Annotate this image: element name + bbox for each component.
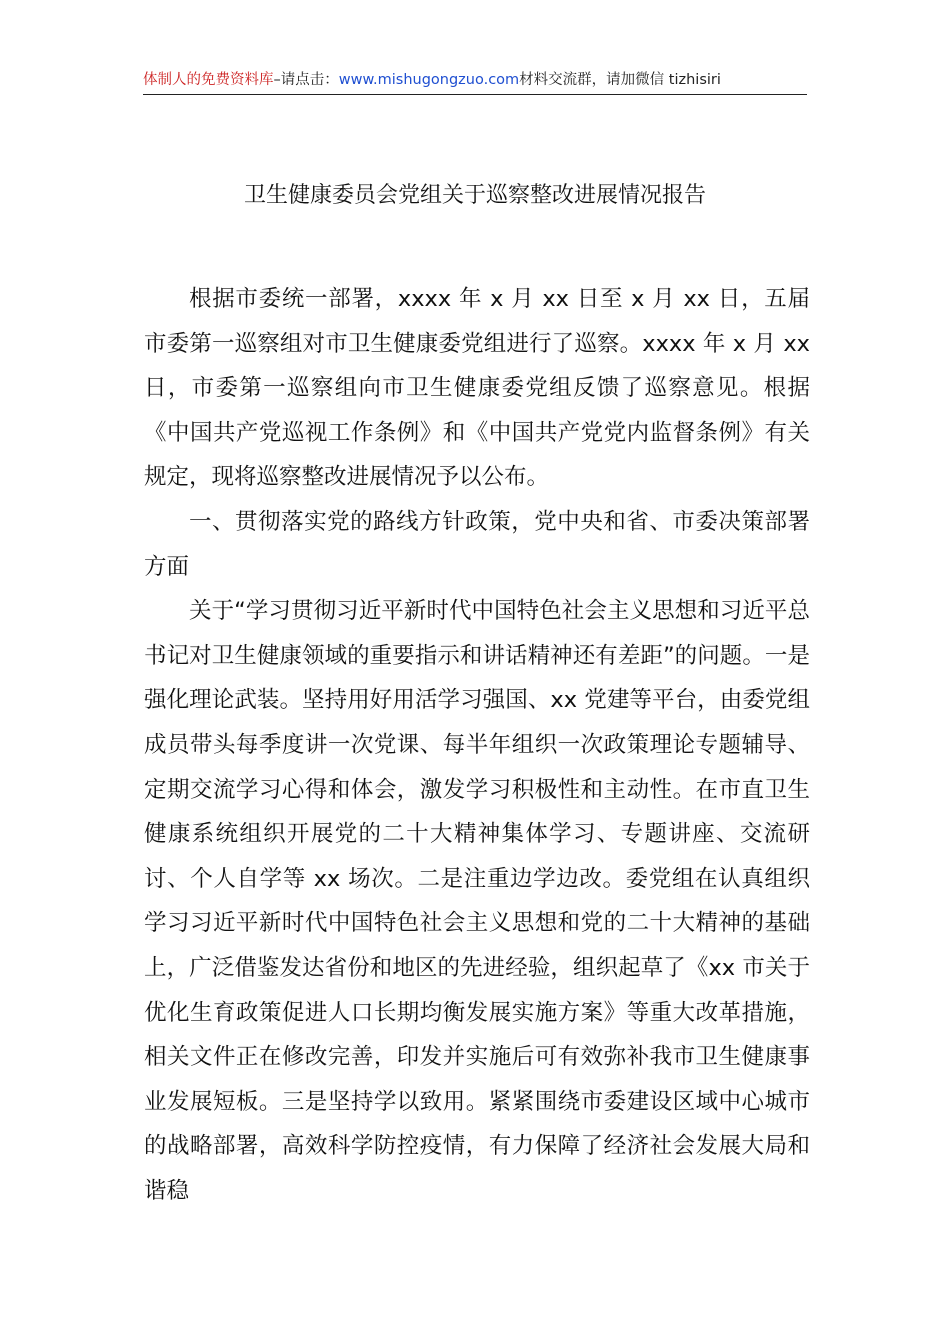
header-separator: –请点击：	[273, 72, 339, 88]
paragraph-rectification: 关于“学习贯彻习近平新时代中国特色社会主义思想和习近平总书记对卫生健康领域的重要指示和讲话精神还有差距”的问题。一是强化理论武装。坚持用好用活学习强国、xx 党建等平台，由委党组成员带头每季度讲一次党课、每半年组织一次政策理论专题辅导、定期交流学习心得和体会，激发学习积极性和主动性。在市直卫生健康系统组织开展党的二十大精神集体学习、专题讲座、交流研讨、个人自学等 xx 场次。二是注重边学边改。委党组在认真组织学习习近平新时代中国特色社会主义思想和党的二十大精神的基础上，广泛借鉴发达省份和地区的先进经验，组织起草了《xx 市关于优化生育政策促进人口长期均衡发展实施方案》等重大改革措施，相关文件正在修改完善，印发并实施后可有效弥补我市卫生健康事业发展短板。三是坚持学以致用。紧紧围绕市委建设区域中心城市的战略部署，高效科学防控疫情，有力保障了经济社会发展大局和谐稳	[144, 598, 810, 1204]
document-body	[144, 277, 810, 1213]
paragraph-intro: 根据市委统一部署，xxxx 年 x 月 xx 日至 x 月 xx 日，五届市委第一巡察组对市卫生健康委党组进行了巡察。xxxx 年 x 月 xx 日，市委第一巡察组向市卫生健康委党组反馈了巡察意见。根据《中国共产党巡视工作条例》和《中国共产党党内监督条例》有关规定，现将巡察整改进展情况予以公布。	[144, 286, 810, 491]
page-header	[143, 66, 807, 95]
header-url-link[interactable]: www.mishugongzuo.com	[338, 72, 520, 88]
header-brand: 体制人的免费资料库	[143, 72, 274, 88]
document-title: 卫生健康委员会党组关于巡察整改进展情况报告	[243, 183, 706, 208]
header-contact-text: 材料交流群，请加微信 tizhisiri	[519, 72, 721, 88]
paragraph-section-heading: 一、贯彻落实党的路线方针政策，党中央和省、市委决策部署方面	[144, 508, 810, 580]
